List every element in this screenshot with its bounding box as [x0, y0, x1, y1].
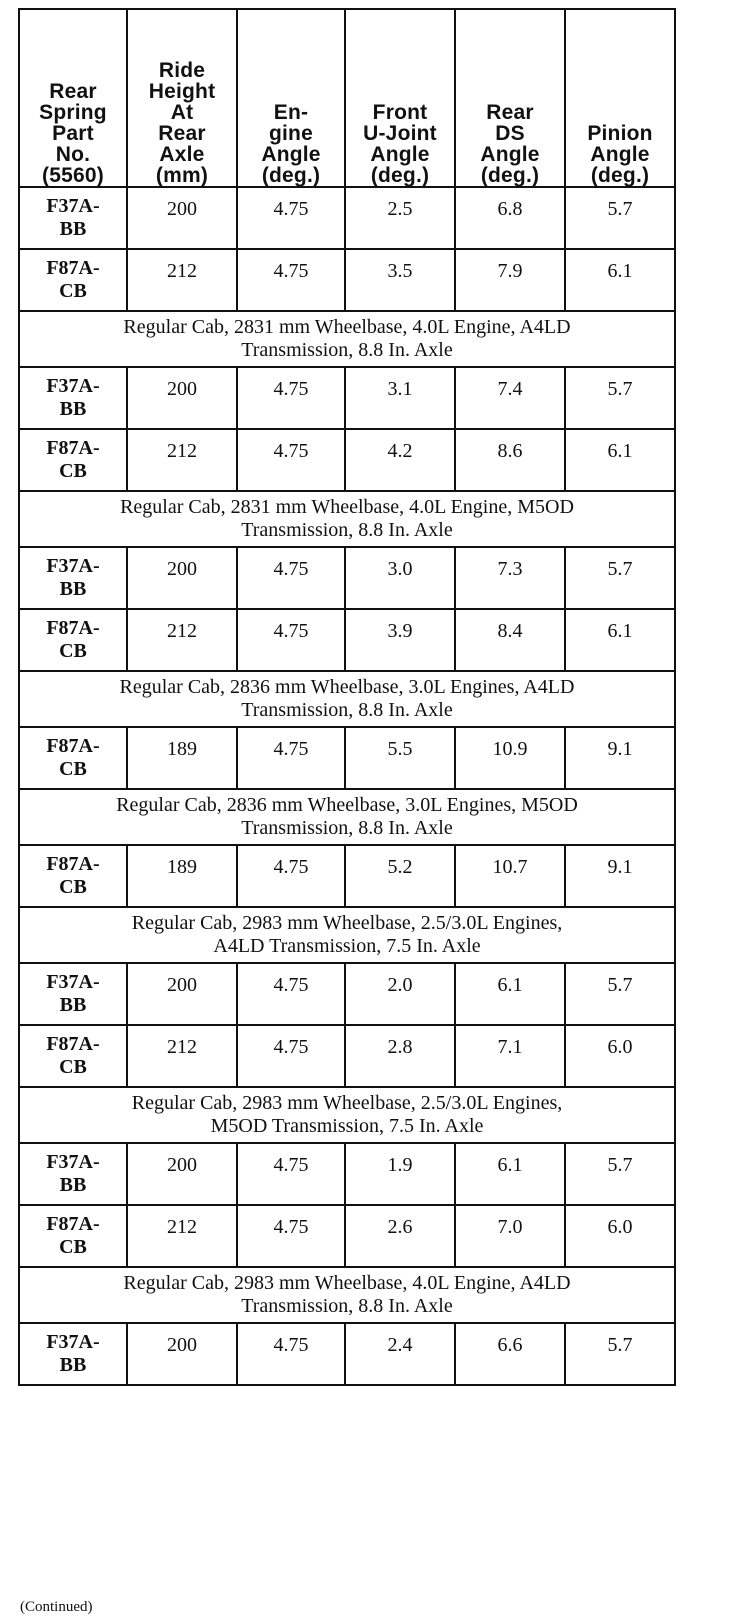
cell-rear-ds-angle: 6.6	[455, 1323, 565, 1385]
cell-pinion-angle: 5.7	[565, 547, 675, 609]
cell-rear-ds-angle: 6.1	[455, 1143, 565, 1205]
cell-pinion-angle: 5.7	[565, 367, 675, 429]
cell-front-ujoint-angle: 3.5	[345, 249, 455, 311]
section-header: Regular Cab, 2983 mm Wheelbase, 2.5/3.0L Engines, A4LD Transmission, 7.5 In. Axle	[19, 907, 675, 963]
section-header-row	[19, 1087, 675, 1143]
cell-part-number: F37A- BB	[19, 1323, 127, 1385]
section-header-row	[19, 491, 675, 547]
cell-rear-ds-angle: 8.4	[455, 609, 565, 671]
header-rear-ds-angle: Rear DS Angle (deg.)	[455, 9, 565, 187]
header-ride-height: Ride Height At Rear Axle (mm)	[127, 9, 237, 187]
cell-front-ujoint-angle: 3.9	[345, 609, 455, 671]
cell-part-number: F37A- BB	[19, 1143, 127, 1205]
cell-rear-ds-angle: 10.7	[455, 845, 565, 907]
cell-part-number: F87A- CB	[19, 249, 127, 311]
cell-ride-height: 212	[127, 1205, 237, 1267]
cell-part-number: F37A- BB	[19, 547, 127, 609]
cell-part-number: F37A- BB	[19, 963, 127, 1025]
cell-ride-height: 200	[127, 1143, 237, 1205]
cell-ride-height: 212	[127, 1025, 237, 1087]
table-row	[19, 609, 675, 671]
cell-engine-angle: 4.75	[237, 249, 345, 311]
cell-part-number: F87A- CB	[19, 727, 127, 789]
cell-pinion-angle: 6.1	[565, 249, 675, 311]
cell-engine-angle: 4.75	[237, 429, 345, 491]
cell-ride-height: 189	[127, 845, 237, 907]
cell-front-ujoint-angle: 5.5	[345, 727, 455, 789]
table-row	[19, 1025, 675, 1087]
cell-front-ujoint-angle: 2.4	[345, 1323, 455, 1385]
cell-engine-angle: 4.75	[237, 547, 345, 609]
table-row	[19, 429, 675, 491]
cell-front-ujoint-angle: 3.0	[345, 547, 455, 609]
section-header: Regular Cab, 2983 mm Wheelbase, 4.0L Engine, A4LD Transmission, 8.8 In. Axle	[19, 1267, 675, 1323]
section-header-row	[19, 311, 675, 367]
header-rear-spring-part-no: Rear Spring Part No. (5560)	[19, 9, 127, 187]
cell-front-ujoint-angle: 2.6	[345, 1205, 455, 1267]
cell-ride-height: 212	[127, 609, 237, 671]
cell-rear-ds-angle: 6.1	[455, 963, 565, 1025]
table-body	[19, 187, 675, 1385]
cell-front-ujoint-angle: 3.1	[345, 367, 455, 429]
cell-engine-angle: 4.75	[237, 727, 345, 789]
cell-front-ujoint-angle: 2.8	[345, 1025, 455, 1087]
cell-rear-ds-angle: 10.9	[455, 727, 565, 789]
table-row	[19, 845, 675, 907]
cell-engine-angle: 4.75	[237, 609, 345, 671]
table-row	[19, 547, 675, 609]
cell-front-ujoint-angle: 2.5	[345, 187, 455, 249]
cell-pinion-angle: 9.1	[565, 845, 675, 907]
section-header: Regular Cab, 2831 mm Wheelbase, 4.0L Engine, M5OD Transmission, 8.8 In. Axle	[19, 491, 675, 547]
cell-rear-ds-angle: 7.3	[455, 547, 565, 609]
cell-engine-angle: 4.75	[237, 845, 345, 907]
cell-front-ujoint-angle: 5.2	[345, 845, 455, 907]
cell-engine-angle: 4.75	[237, 1025, 345, 1087]
table-row	[19, 1143, 675, 1205]
cell-front-ujoint-angle: 2.0	[345, 963, 455, 1025]
cell-part-number: F87A- CB	[19, 1205, 127, 1267]
header-front-ujoint-angle: Front U-Joint Angle (deg.)	[345, 9, 455, 187]
header-engine-angle: En- gine Angle (deg.)	[237, 9, 345, 187]
cell-pinion-angle: 5.7	[565, 1143, 675, 1205]
table-row	[19, 187, 675, 249]
cell-engine-angle: 4.75	[237, 963, 345, 1025]
cell-ride-height: 200	[127, 547, 237, 609]
cell-rear-ds-angle: 7.4	[455, 367, 565, 429]
section-header-row	[19, 671, 675, 727]
cell-ride-height: 200	[127, 963, 237, 1025]
cell-front-ujoint-angle: 4.2	[345, 429, 455, 491]
cell-rear-ds-angle: 7.9	[455, 249, 565, 311]
cell-part-number: F87A- CB	[19, 609, 127, 671]
cell-part-number: F87A- CB	[19, 429, 127, 491]
table-row	[19, 249, 675, 311]
table-row	[19, 367, 675, 429]
section-header-row	[19, 789, 675, 845]
cell-engine-angle: 4.75	[237, 1205, 345, 1267]
cell-pinion-angle: 5.7	[565, 187, 675, 249]
cell-front-ujoint-angle: 1.9	[345, 1143, 455, 1205]
cell-rear-ds-angle: 8.6	[455, 429, 565, 491]
section-header: Regular Cab, 2831 mm Wheelbase, 4.0L Engine, A4LD Transmission, 8.8 In. Axle	[19, 311, 675, 367]
cell-part-number: F37A- BB	[19, 187, 127, 249]
cell-pinion-angle: 6.1	[565, 609, 675, 671]
continued-note: (Continued)	[20, 1599, 93, 1615]
cell-ride-height: 212	[127, 429, 237, 491]
cell-part-number: F87A- CB	[19, 845, 127, 907]
cell-ride-height: 189	[127, 727, 237, 789]
table-row	[19, 1323, 675, 1385]
cell-pinion-angle: 5.7	[565, 1323, 675, 1385]
driveshaft-angle-spec-table	[18, 8, 676, 1386]
section-header-row	[19, 1267, 675, 1323]
cell-engine-angle: 4.75	[237, 1323, 345, 1385]
cell-part-number: F37A- BB	[19, 367, 127, 429]
cell-pinion-angle: 6.0	[565, 1205, 675, 1267]
cell-pinion-angle: 6.0	[565, 1025, 675, 1087]
table-row	[19, 727, 675, 789]
cell-rear-ds-angle: 6.8	[455, 187, 565, 249]
cell-ride-height: 200	[127, 1323, 237, 1385]
cell-ride-height: 212	[127, 249, 237, 311]
cell-pinion-angle: 9.1	[565, 727, 675, 789]
cell-engine-angle: 4.75	[237, 367, 345, 429]
cell-rear-ds-angle: 7.0	[455, 1205, 565, 1267]
table-header-row	[19, 9, 675, 187]
cell-ride-height: 200	[127, 367, 237, 429]
cell-engine-angle: 4.75	[237, 1143, 345, 1205]
table-row	[19, 1205, 675, 1267]
cell-engine-angle: 4.75	[237, 187, 345, 249]
header-pinion-angle: Pinion Angle (deg.)	[565, 9, 675, 187]
section-header: Regular Cab, 2983 mm Wheelbase, 2.5/3.0L Engines, M5OD Transmission, 7.5 In. Axle	[19, 1087, 675, 1143]
cell-part-number: F87A- CB	[19, 1025, 127, 1087]
cell-ride-height: 200	[127, 187, 237, 249]
cell-pinion-angle: 5.7	[565, 963, 675, 1025]
table-row	[19, 963, 675, 1025]
cell-rear-ds-angle: 7.1	[455, 1025, 565, 1087]
section-header: Regular Cab, 2836 mm Wheelbase, 3.0L Engines, M5OD Transmission, 8.8 In. Axle	[19, 789, 675, 845]
cell-pinion-angle: 6.1	[565, 429, 675, 491]
section-header: Regular Cab, 2836 mm Wheelbase, 3.0L Engines, A4LD Transmission, 8.8 In. Axle	[19, 671, 675, 727]
section-header-row	[19, 907, 675, 963]
